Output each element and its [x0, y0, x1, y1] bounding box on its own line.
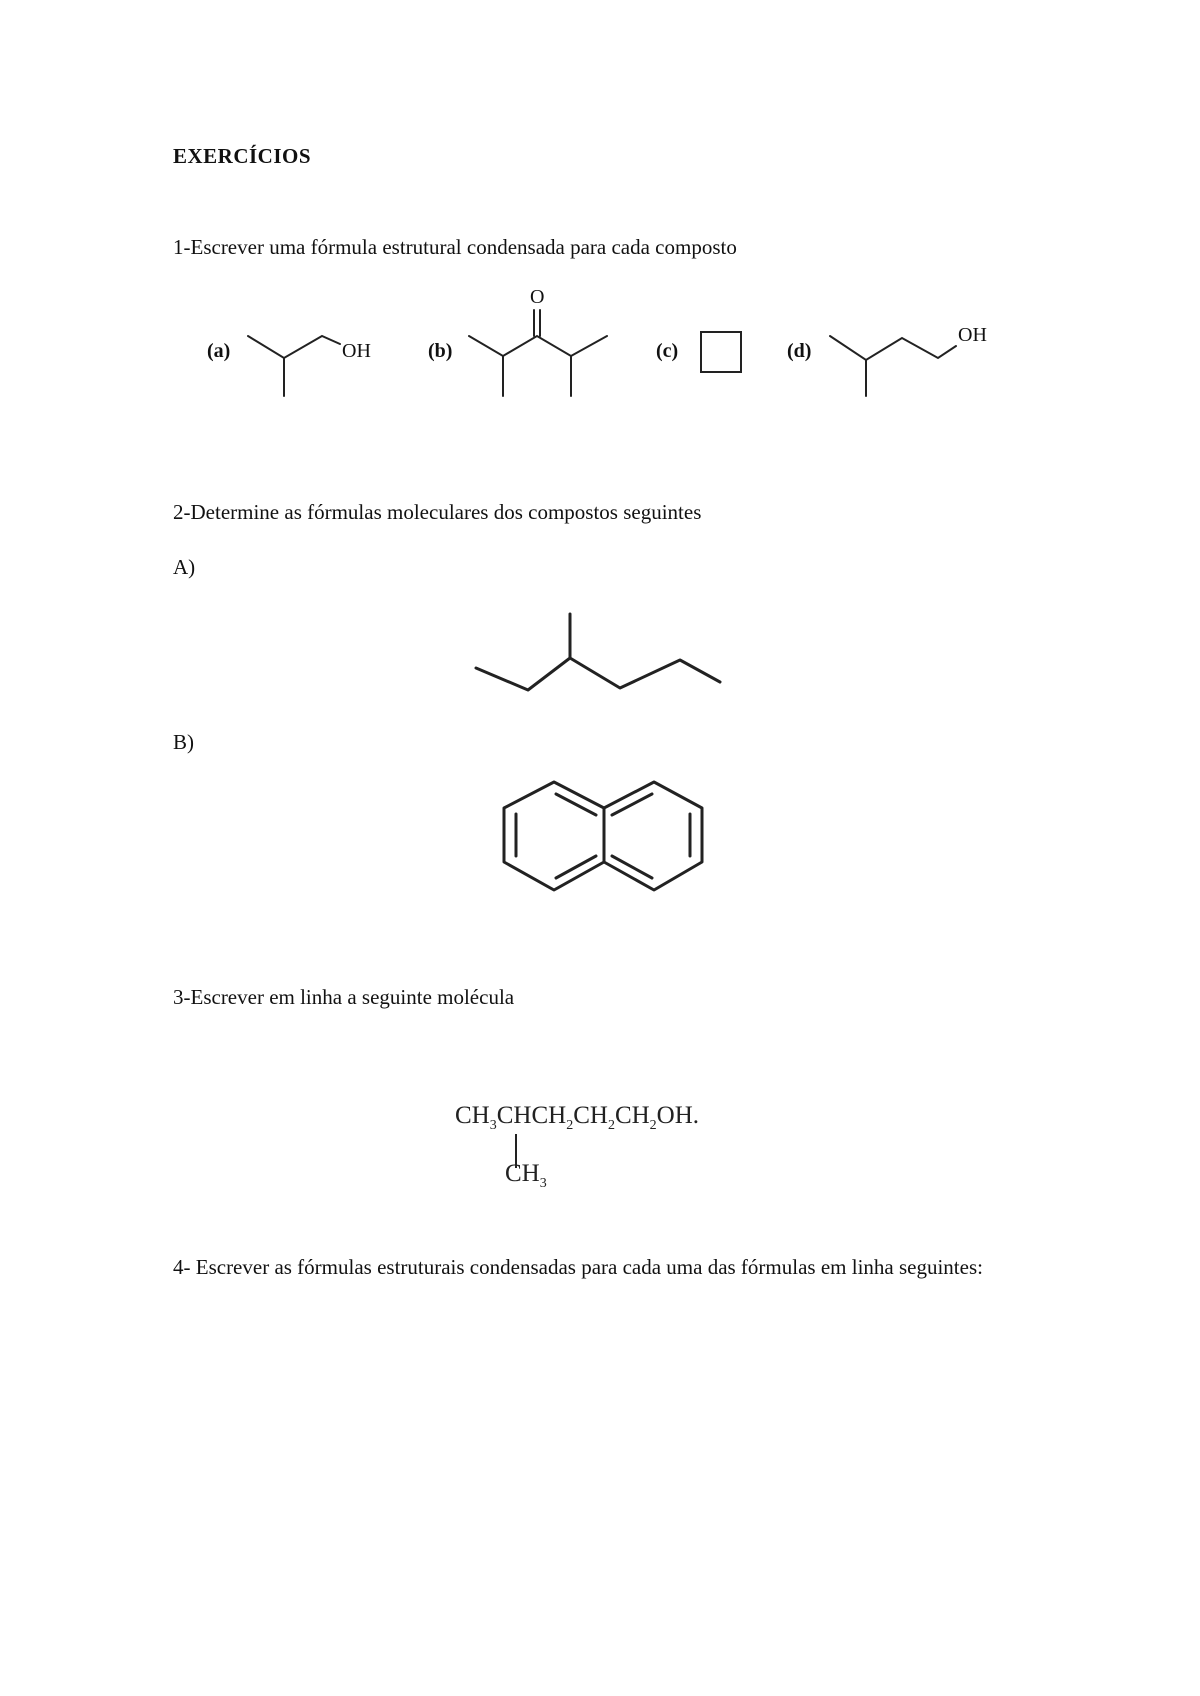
q2-structure-b-naphthalene	[496, 778, 716, 918]
question-2-text: 2-Determine as fórmulas moleculares dos compostos seguintes	[173, 500, 702, 524]
q1-label-a: (a)	[207, 340, 231, 362]
question-3-text: 3-Escrever em linha a seguinte molécula	[173, 985, 515, 1009]
q1-structure-b	[465, 300, 615, 410]
q2-label-a: A)	[173, 555, 196, 579]
q2-label-b: B)	[173, 730, 194, 754]
page-title: EXERCÍCIOS	[173, 144, 312, 168]
q3-branch-methyl: $CH_3$	[505, 1160, 547, 1191]
q1-atom-oh-a: OH	[342, 340, 371, 362]
q1-atom-oh-d: OH	[958, 324, 987, 346]
q1-label-b: (b)	[428, 340, 453, 362]
question-4-text: 4- Escrever as fórmulas estruturais condensadas para cada uma das fórmulas em linha seguintes:	[173, 1255, 983, 1279]
q1-label-c: (c)	[656, 340, 679, 362]
q1-atom-o-b: O	[530, 286, 545, 308]
q3-condensed-formula: $CH_3CHCH_2CH_2CH_2OH$.	[455, 1102, 700, 1133]
q1-structure-a	[240, 320, 400, 410]
question-1-text: 1-Escrever uma fórmula estrutural condensada para cada composto	[173, 235, 737, 259]
q1-label-d: (d)	[787, 340, 812, 362]
q2-structure-a	[470, 610, 730, 710]
q1-structure-c	[697, 328, 747, 378]
